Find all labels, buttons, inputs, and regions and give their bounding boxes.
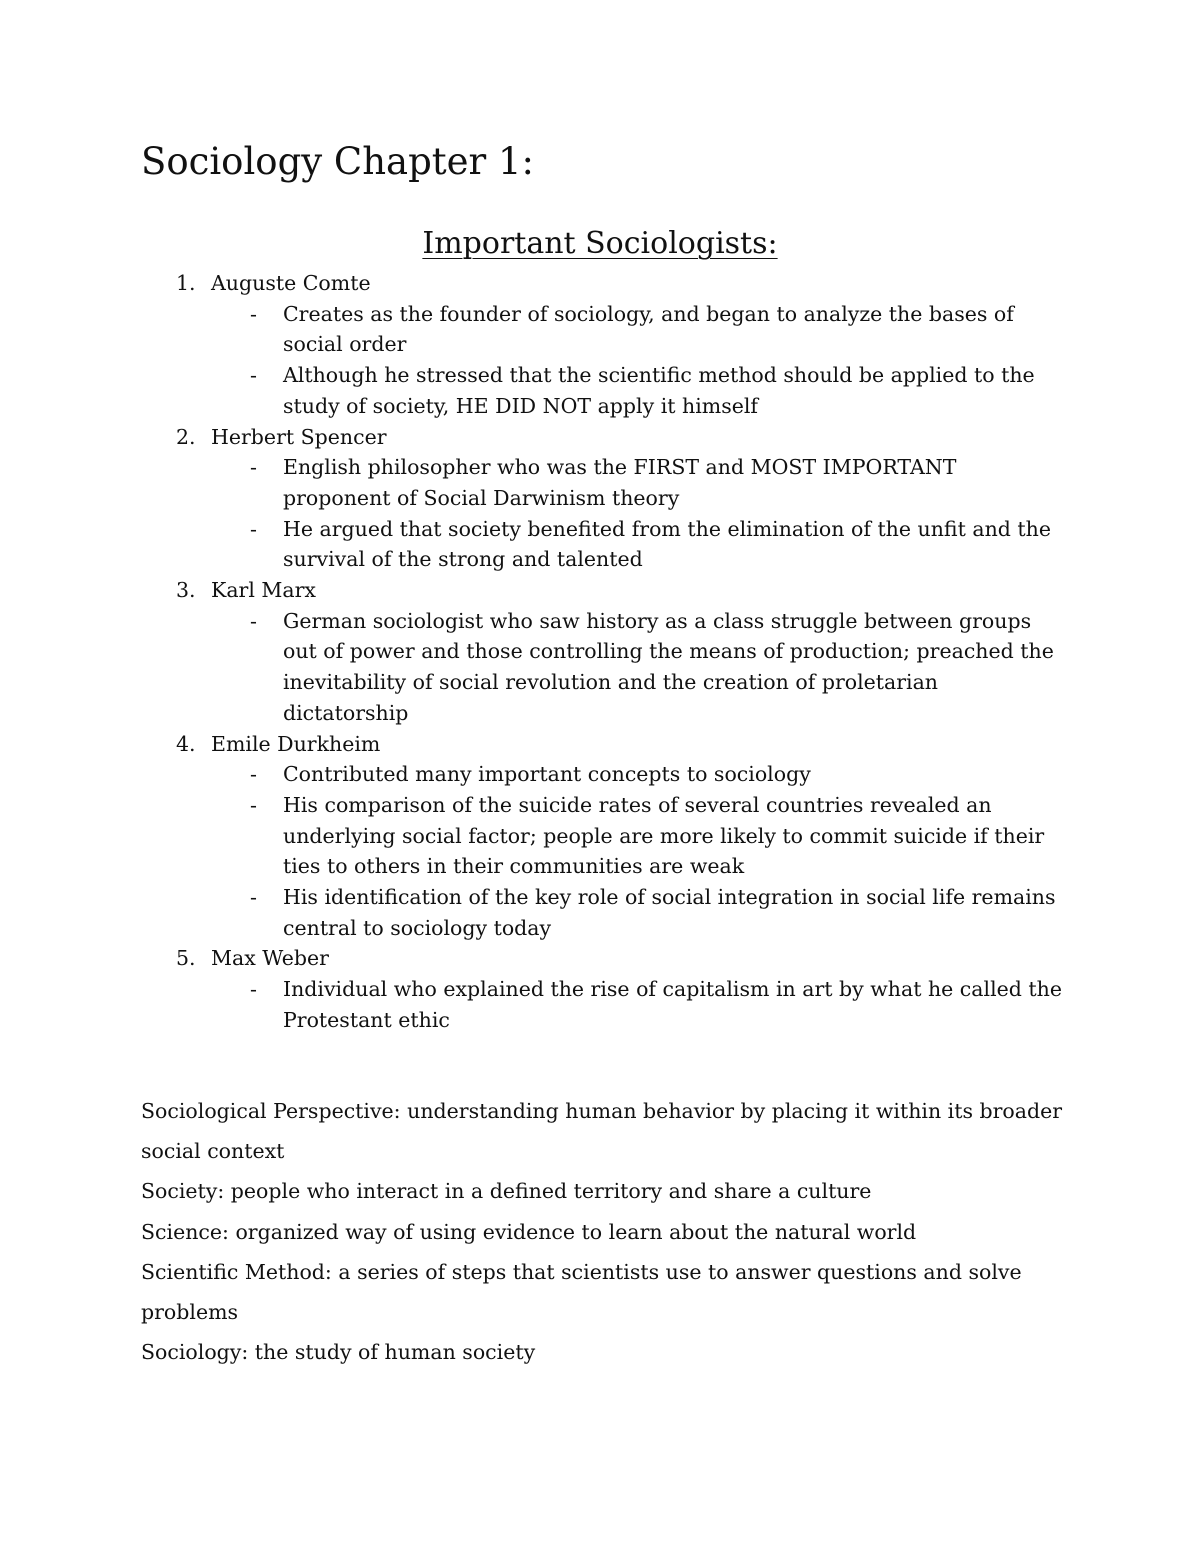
dash-bullet: - (250, 762, 257, 787)
definition-society: Society: people who interact in a defined territory and share a culture (141, 1179, 872, 1204)
sociologist-item (0, 268, 1200, 422)
detail-list (0, 299, 1200, 422)
detail-text: English philosopher who was the FIRST and MOST IMPORTANT proponent of Social Darwinism theory (283, 455, 957, 510)
definition-scientific-method: Scientific Method: a series of steps that scientists use to answer questions and solve problems (141, 1259, 1022, 1325)
dash-bullet: - (250, 301, 257, 326)
detail-list (0, 974, 1200, 1035)
sociologist-item (0, 575, 1200, 729)
dash-bullet: - (250, 977, 257, 1002)
dash-bullet: - (250, 792, 257, 817)
detail-text: Individual who explained the rise of capitalism in art by what he called the Protestant ethic (283, 977, 1062, 1032)
sociologist-name: Emile Durkheim (211, 731, 381, 756)
sociologist-name: Karl Marx (211, 578, 316, 602)
detail-bullet (0, 452, 1068, 513)
sociologist-item (0, 943, 1200, 1035)
sociologist-name: Herbert Spencer (211, 424, 387, 449)
detail-text: German sociologist who saw history as a class struggle between groups out of power and those controlling the means of production; preached the inevitability of social revolution and the creation of proletarian dictatorship (283, 608, 1054, 725)
sociologist-name: Max Weber (211, 946, 329, 971)
detail-bullet (0, 974, 1068, 1035)
detail-list (0, 452, 1200, 575)
detail-text: Contributed many important concepts to sociology (283, 762, 811, 787)
detail-bullet (0, 360, 1068, 421)
detail-list (0, 759, 1200, 943)
dash-bullet: - (250, 608, 257, 633)
detail-bullet (0, 759, 1068, 790)
dash-bullet: - (250, 363, 257, 388)
item-number: 2. (176, 424, 196, 449)
detail-bullet (0, 299, 1068, 360)
item-number: 5. (176, 946, 196, 971)
detail-bullet (0, 790, 1068, 882)
definition-sociology: Sociology: the study of human society (141, 1340, 536, 1365)
item-number: 1. (176, 271, 196, 295)
detail-bullet (0, 514, 1068, 575)
document-title: Sociology Chapter 1: (141, 140, 535, 183)
sociologists-list (0, 268, 1200, 1036)
dash-bullet: - (250, 885, 257, 909)
item-number: 3. (176, 578, 196, 602)
item-number: 4. (176, 731, 196, 756)
detail-text: Creates as the founder of sociology, and began to analyze the bases of social order (283, 301, 1014, 357)
sociologist-item (0, 729, 1200, 944)
detail-list (0, 606, 1200, 729)
definitions-block (141, 1091, 1071, 1372)
detail-text: He argued that society benefited from the elimination of the unfit and the survival of the strong and talented (283, 516, 1051, 572)
definition-sociological-perspective: Sociological Perspective: understanding human behavior by placing it within its broader social context (141, 1099, 1063, 1164)
detail-text: Although he stressed that the scientific method should be applied to the study of society, HE DID NOT apply it himself (283, 363, 1035, 418)
section-heading: Important Sociologists: (422, 226, 778, 261)
detail-bullet (0, 606, 1068, 729)
detail-text: His identification of the key role of social integration in social life remains central to sociology today (283, 885, 1056, 940)
definition-science: Science: organized way of using evidence to learn about the natural world (141, 1219, 917, 1244)
dash-bullet: - (250, 455, 257, 480)
dash-bullet: - (250, 516, 257, 541)
sociologist-item (0, 422, 1200, 576)
detail-bullet (0, 882, 1068, 943)
detail-text: His comparison of the suicide rates of several countries revealed an underlying social factor; people are more likely to commit suicide if their ties to others in their communities are weak (283, 792, 1045, 879)
sociologist-name: Auguste Comte (211, 271, 371, 295)
